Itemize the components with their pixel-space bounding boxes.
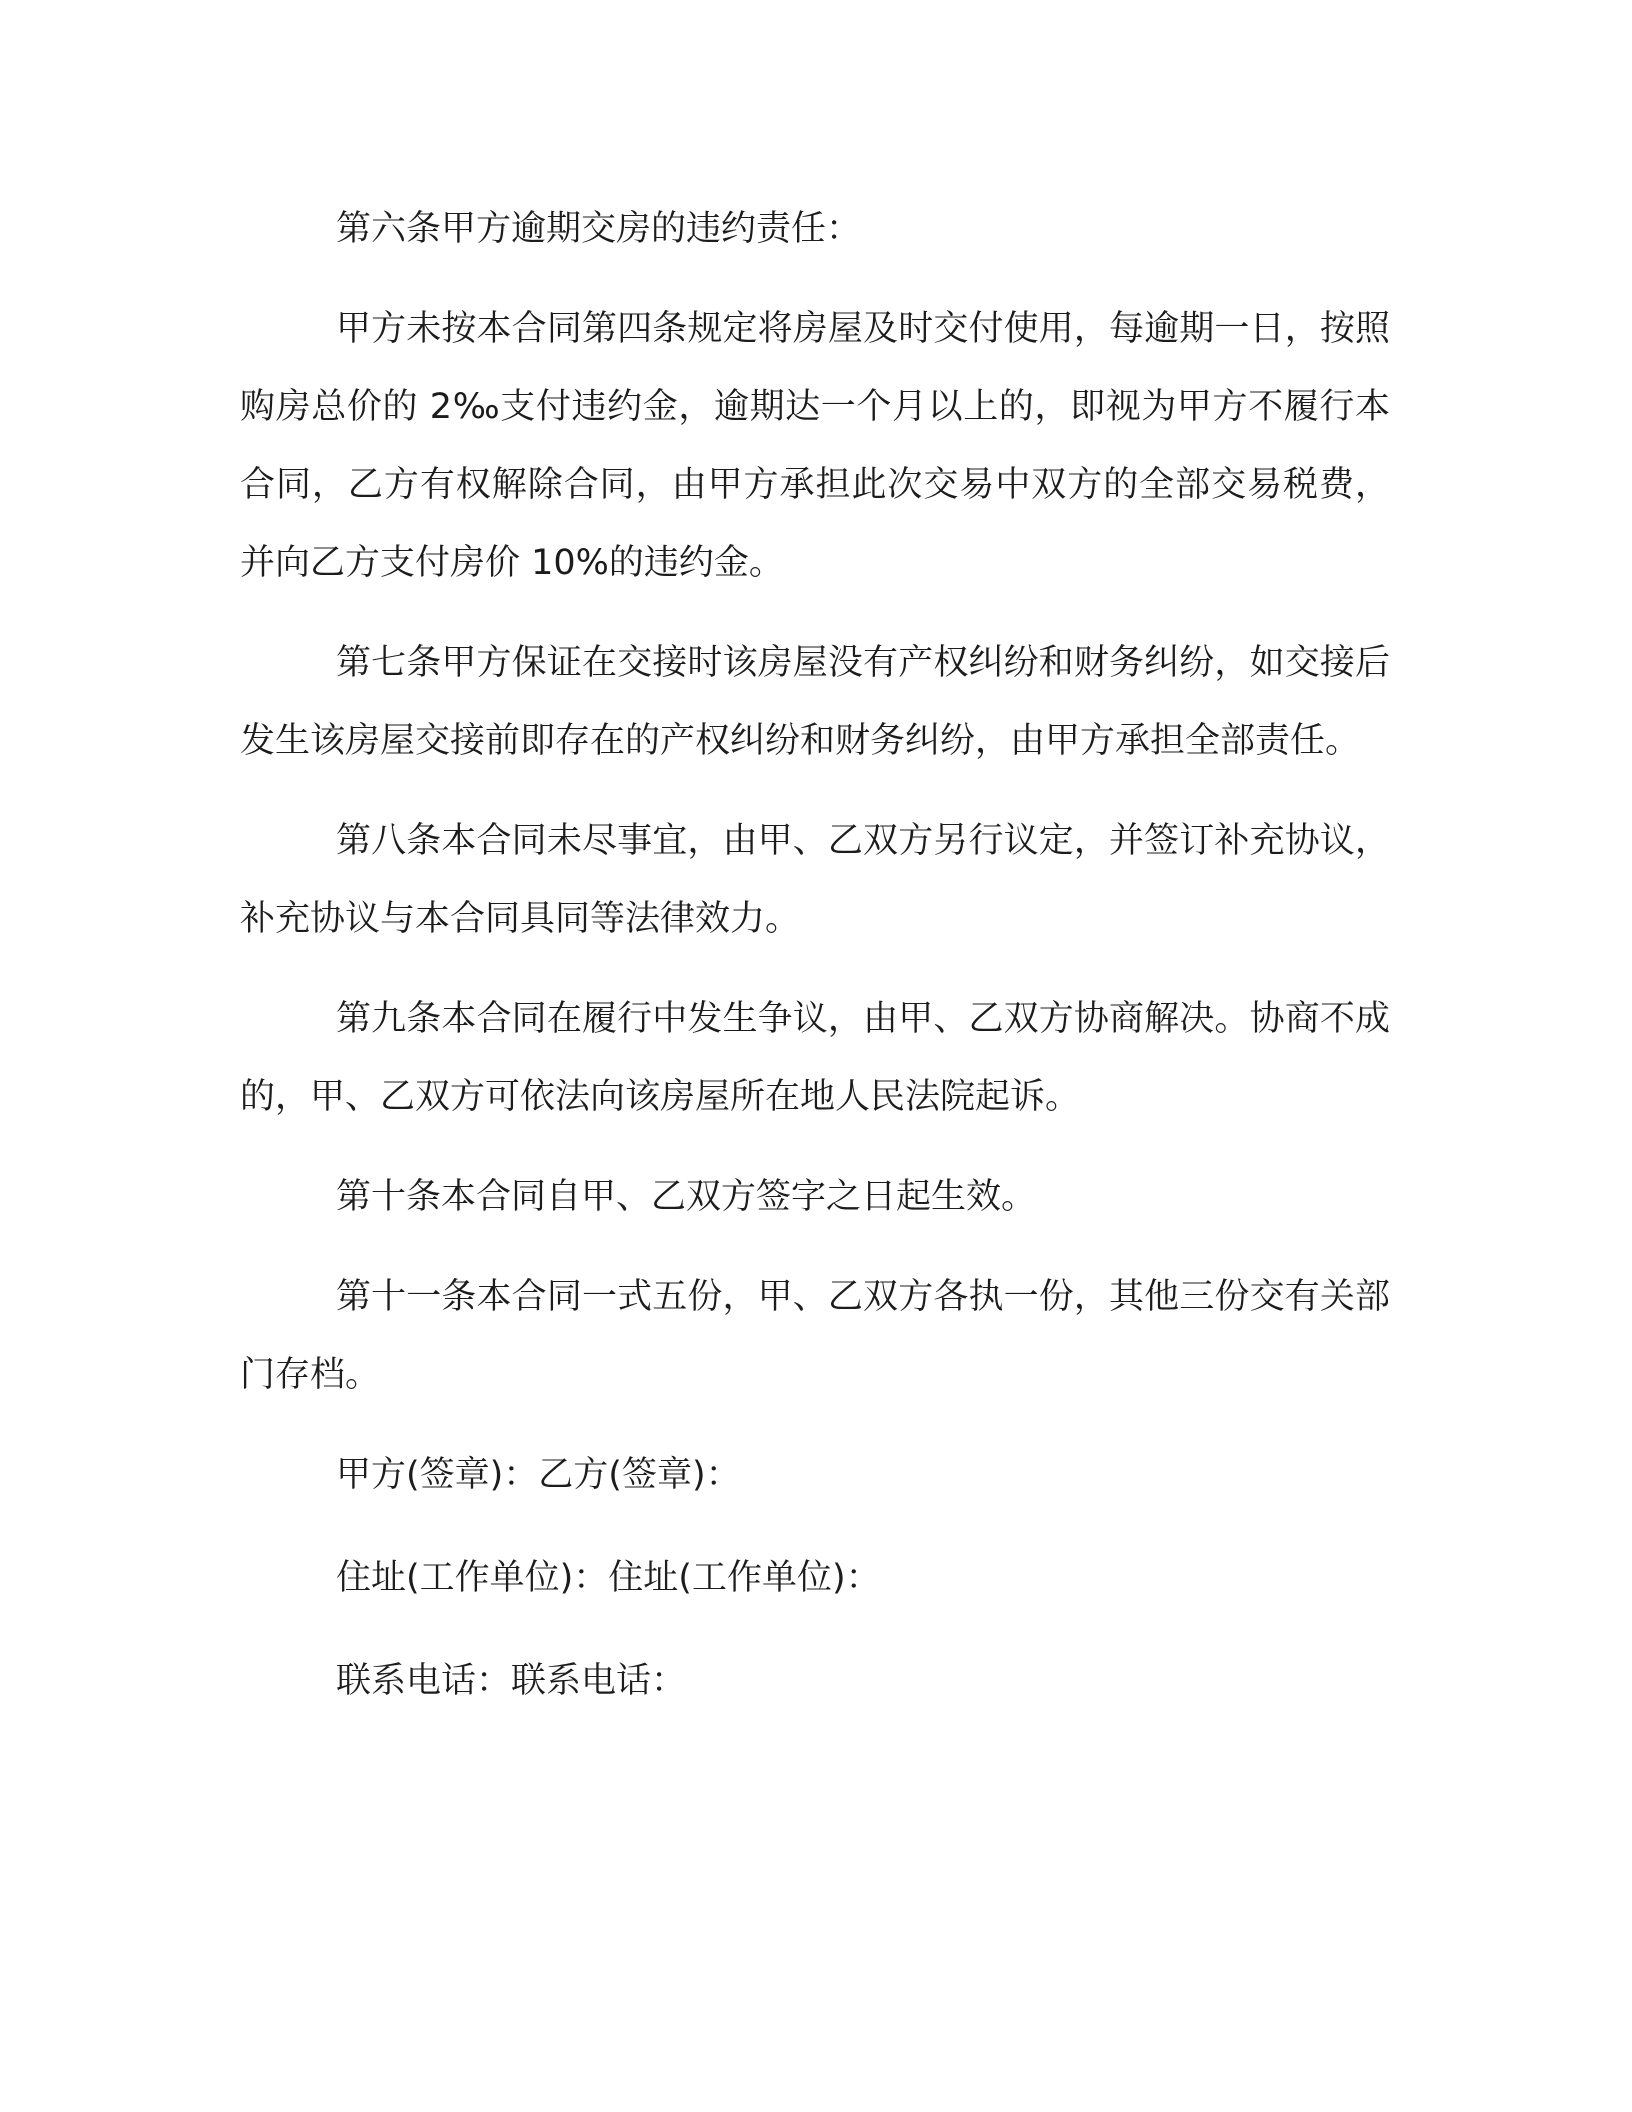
- article-10: 第十条本合同自甲、乙双方签字之日起生效。: [336, 1177, 1037, 1217]
- article-6-heading: 第六条甲方逾期交房的违约责任：: [336, 209, 862, 249]
- signature-seal-line: 甲方(签章)：乙方(签章)：: [336, 1455, 741, 1495]
- article-7: 第七条甲方保证在交接时该房屋没有产权纠纷和财务纠纷，如交接后发生该房屋交接前即存在的产权纠纷和财务纠纷，由甲方承担全部责任。: [240, 643, 1390, 761]
- article-11: 第十一条本合同一式五份，甲、乙双方各执一份，其他三份交有关部门存档。: [240, 1277, 1390, 1395]
- article-8: 第八条本合同未尽事宜，由甲、乙双方另行议定，并签订补充协议，补充协议与本合同具同等法律效力。: [240, 821, 1390, 939]
- article-6-body: 甲方未按本合同第四条规定将房屋及时交付使用，每逾期一日，按照购房总价的 2‰支付违约金，逾期达一个月以上的，即视为甲方不履行本合同，乙方有权解除合同，由甲方承担此次交易中双方的全部交易税费，并向乙方支付房价 10%的违约金。: [240, 309, 1390, 583]
- signature-address-line: 住址(工作单位)：住址(工作单位)：: [336, 1558, 881, 1598]
- contract-body: [240, 190, 1390, 1745]
- signature-phone-line: 联系电话：联系电话：: [336, 1661, 687, 1701]
- article-9: 第九条本合同在履行中发生争议，由甲、乙双方协商解决。协商不成的，甲、乙双方可依法向该房屋所在地人民法院起诉。: [240, 999, 1390, 1117]
